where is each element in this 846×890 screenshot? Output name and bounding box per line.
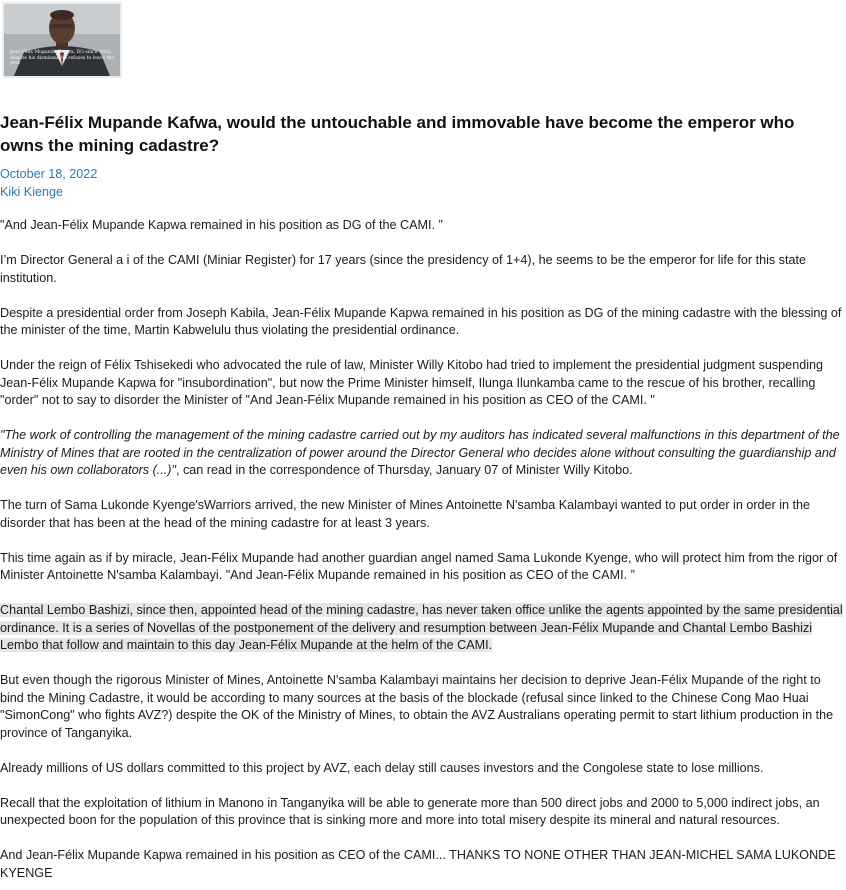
article-title: Jean-Félix Mupande Kafwa, would the untouchable and immovable have become the emperor who owns the mining cadastre? [0,113,795,155]
highlighted-text: Chantal Lembo Bashizi, since then, appointed head of the mining cadastre, has never taken office unlike the agents appointed by the same presidential ordinance. It is a series of Novellas of the postponement of the delivery and resumption between Jean-Félix Mupande and Chantal Lembo Bashizi Lembo that follow and maintain to this day Jean-Félix Mupande at the helm of the CAMI. [0,603,843,652]
article-author-link[interactable]: Kiki Kienge [0,185,64,199]
paragraph-7: This time again as if by miracle, Jean-Félix Mupande had another guardian angel named Sama Lukonde Kyenge, who will protect him from the rigor of Minister Antoinette N'samba Kalambayi. "And Jean-Félix Mupande remained in his position as CEO of the CAMI. ” [0,550,838,582]
paragraph-12: And Jean-Félix Mupande Kapwa remained in his position as CEO of the CAMI... THANKS TO NONE OTHER THAN JEAN-MICHEL SAMA LUKONDE KYENGE [0,848,836,880]
article-date-link[interactable]: October 18, 2022 [0,167,98,181]
photo-caption: Jean-Félix Mupande Kapwa, DG since 2005, despite his dismissal, he refuses to leave the post [10,50,115,67]
portrait-image [4,4,120,76]
paragraph-5 [0,427,846,480]
paragraph-10: Already millions of US dollars committed to this project by AVZ, each delay still causes investors and the Congolese state to lose millions. [0,760,764,775]
paragraph-3: Despite a presidential order from Joseph Kabila, Jean-Félix Mupande Kapwa remained in his position as DG of the mining cadastre with the blessing of the minister of the time, Martin Kabwelulu thus violating the presidential ordinance. [0,305,842,337]
paragraph-11: Recall that the exploitation of lithium in Manono in Tanganyika will be able to generate more than 500 direct jobs and 2000 to 5,000 indirect jobs, an unexpected boon for the population of this province that is sinking more and more into total misery despite its mineral and natural resources. [0,795,820,827]
article-photo[interactable] [2,2,122,78]
paragraph-6: The turn of Sama Lukonde Kyenge'sWarriors arrived, the new Minister of Mines Antoinette N'samba Kalambayi wanted to put order in order in the disorder that has been at the head of the mining cadastre for at least 3 years. [0,498,811,530]
paragraph-2: I’m Director General a i of the CAMI (Miniar Register) for 17 years (since the presidency of 1+4), he seems to be the emperor for life for this state institution. [0,253,806,285]
paragraph-1: "And Jean-Félix Mupande Kapwa remained in his position as DG of the CAMI. ” [0,218,443,232]
quote-italic: "The work of controlling the management of the mining cadastre carried out by my auditors has indicated several malfunctions in this department of the Ministry of Mines that are rooted in the centralization of power around the Director General who decides alone without consulting the guardianship and even his own collaborators (...)" [0,428,840,477]
paragraph-8-highlighted [0,602,846,655]
article-body [0,217,846,890]
paragraph-9: But even though the rigorous Minister of Mines, Antoinette N'samba Kalambayi maintains her decision to deprive Jean-Félix Mupande of the right to bind the Mining Cadastre, it would be according to many sources at the basis of the blockade (refusal since linked to the Chinese Cong Mao Huai "SimonCong" who fights AVZ?) despite the OK of the Ministry of Mines, to obtain the AVZ Australians operating permit to start lithium production in the province of Tanganyika. [0,673,834,740]
quote-attribution: , can read in the correspondence of Thursday, January 07 of Minister Willy Kitobo. [175,463,633,477]
paragraph-4: Under the reign of Félix Tshisekedi who advocated the rule of law, Minister Willy Kitobo had tried to implement the presidential judgment suspending Jean-Félix Mupande Kapwa for "insubordination", but now the Prime Minister himself, Ilunga Ilunkamba came to the rescue of his brother, recalling "order" not to say to disorder the Minister of "And Jean-Félix Mupande remained in his position as CEO of the CAMI. " [0,358,824,407]
